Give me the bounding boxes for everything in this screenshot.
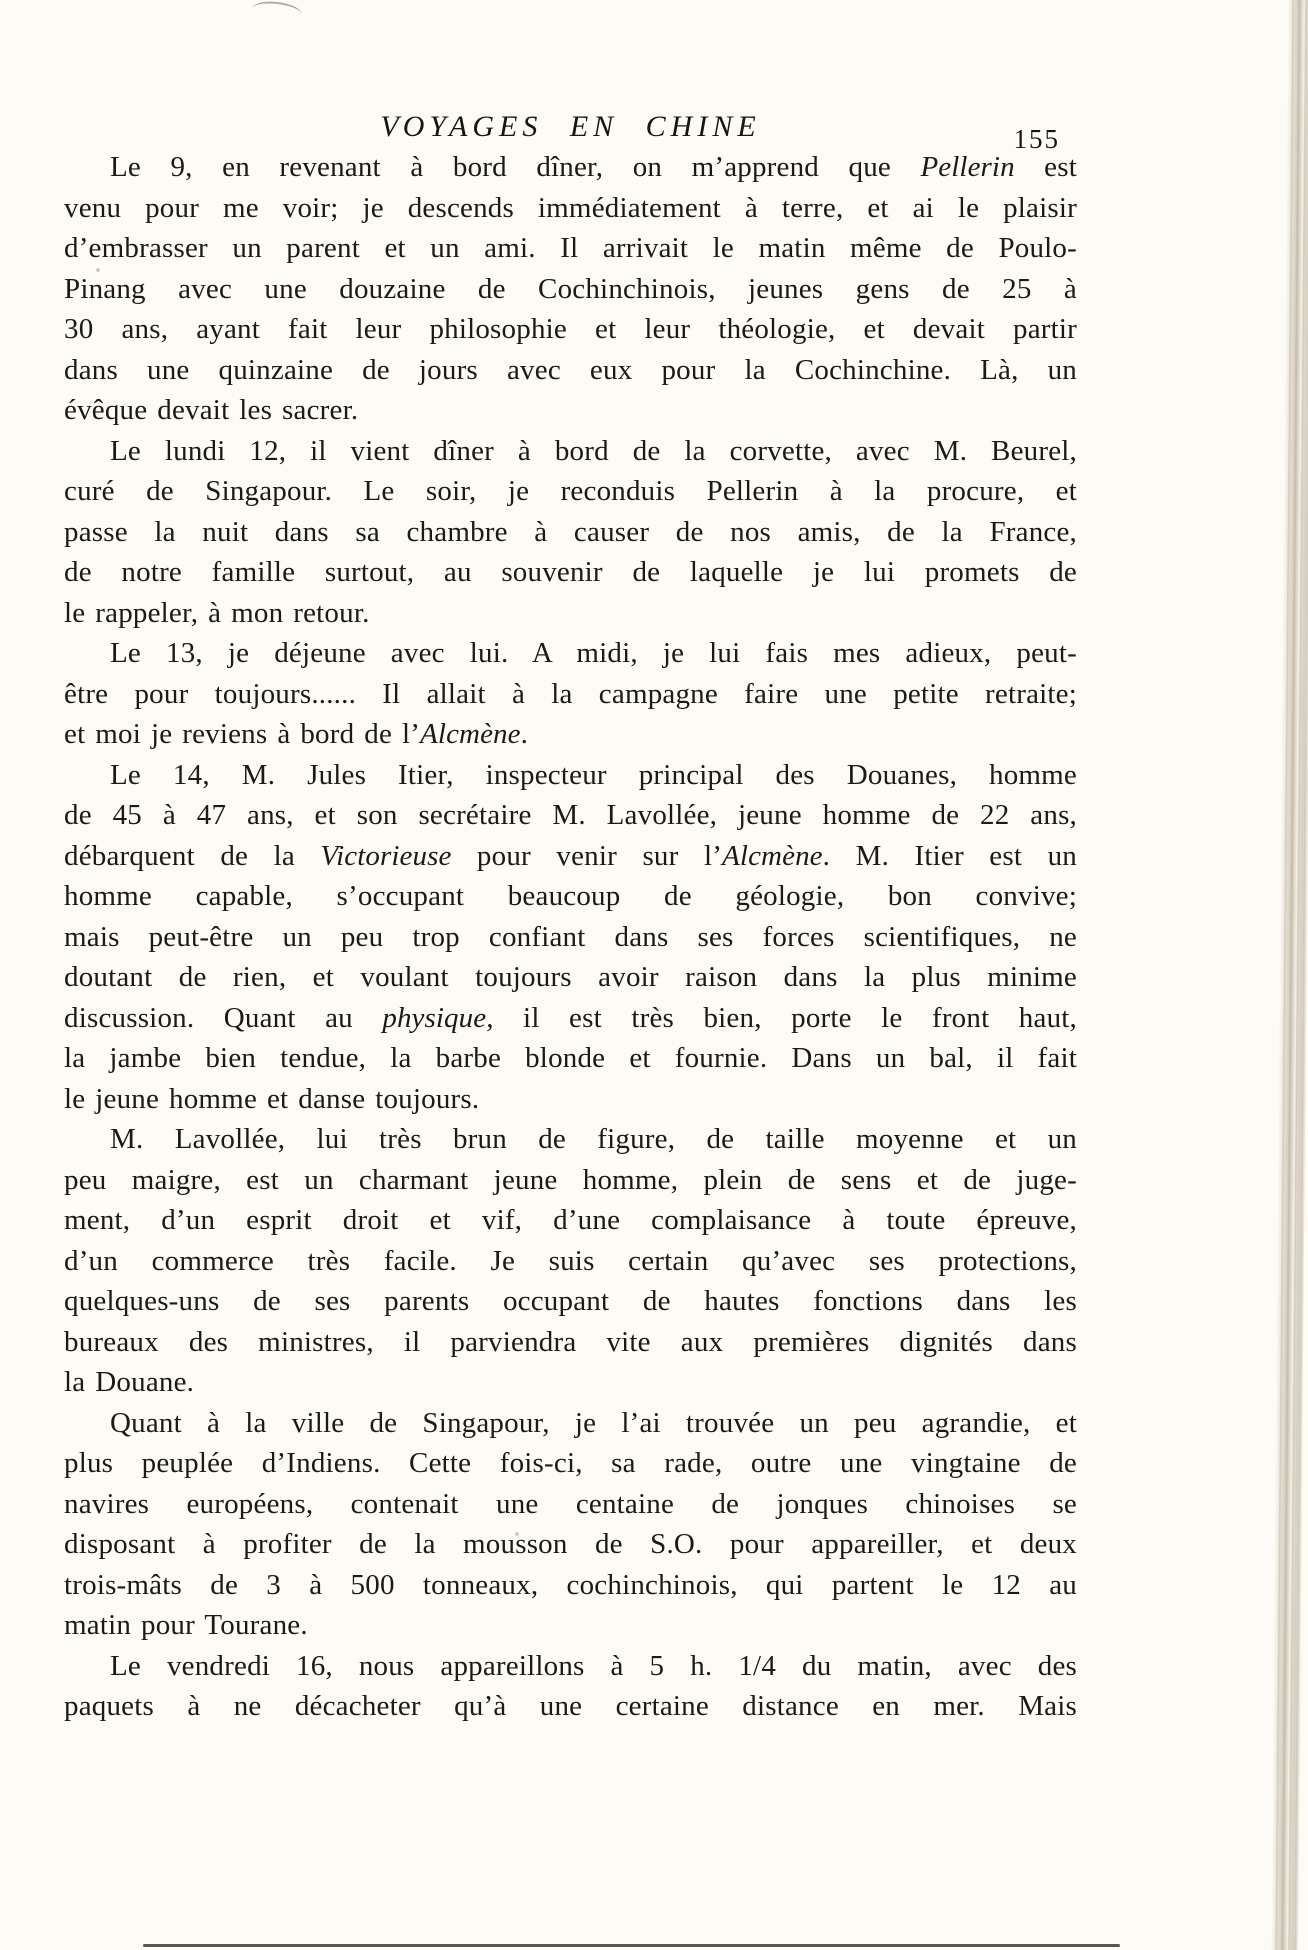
page-number: 155 — [1013, 124, 1060, 154]
text-line: Le 14, M. Jules Itier, inspecteur principal des Douanes, homme — [110, 758, 1077, 791]
text-line: bureaux des ministres, il parviendra vite aux premières dignités dans — [64, 1325, 1077, 1358]
text-line: débarquent de la Victorieuse pour venir sur l’Alcmène. M. Itier est un — [64, 839, 1078, 872]
scan-speck — [515, 1532, 519, 1536]
text-line: d’un commerce très facile. Je suis certain qu’avec ses protections, — [64, 1244, 1077, 1277]
text-line: Pinang avec une douzaine de Cochinchinois, jeunes gens de 25 à — [64, 272, 1077, 305]
text-line: M. Lavollée, lui très brun de figure, de taille moyenne et un — [110, 1123, 1077, 1155]
text-line: de 45 à 47 ans, et son secrétaire M. Lavollée, jeune homme de 22 ans, — [64, 799, 1077, 831]
scan-artifact-curve — [251, 0, 303, 24]
text-line: de notre famille surtout, au souvenir de laquelle je lui promets de — [64, 556, 1077, 588]
text-line: 30 ans, ayant fait leur philosophie et leur théologie, et devait partir — [64, 313, 1077, 345]
text-line: discussion. Quant au physique, il est très bien, porte le front haut, — [64, 1001, 1077, 1034]
text-line: quelques-uns de ses parents occupant de hautes fonctions dans les — [64, 1285, 1077, 1317]
text-line: curé de Singapour. Le soir, je reconduis Pellerin à la procure, et — [64, 475, 1077, 507]
italic-text: physique, — [382, 1001, 494, 1034]
text-line: la Douane. — [64, 1366, 195, 1398]
text-line: navires européens, contenait une centaine de jonques chinoises se — [64, 1487, 1077, 1520]
italic-text: Victorieuse — [320, 839, 452, 872]
text-column — [64, 147, 1077, 1727]
text-line: Quant à la ville de Singapour, je l’ai trouvée un peu agrandie, et — [110, 1406, 1077, 1439]
text-line: ment, d’un esprit droit et vif, d’une complaisance à toute épreuve, — [64, 1204, 1077, 1236]
scan-artifact-line — [143, 1944, 1120, 1947]
italic-text: Alcmène — [420, 718, 521, 750]
text-line: plus peuplée d’Indiens. Cette fois-ci, sa rade, outre une vingtaine de — [64, 1447, 1077, 1479]
scan-page-edge — [1271, 0, 1308, 1950]
text-line: Le 13, je déjeune avec lui. A midi, je lui fais mes adieux, peut- — [110, 637, 1077, 669]
text-line: doutant de rien, et voulant toujours avoir raison dans la plus minime — [64, 961, 1077, 993]
text-line: paquets à ne décacheter qu’à une certaine distance en mer. Mais — [64, 1690, 1077, 1722]
text-line: Le lundi 12, il vient dîner à bord de la corvette, avec M. Beurel, — [110, 434, 1077, 467]
text-line: être pour toujours...... Il allait à la campagne faire une petite retraite; — [64, 677, 1077, 710]
italic-text: Alcmène — [722, 839, 823, 872]
text-line: la jambe bien tendue, la barbe blonde et fournie. Dans un bal, il fait — [64, 1042, 1077, 1074]
text-line: Le vendredi 16, nous appareillons à 5 h. 1/4 du matin, avec des — [110, 1649, 1077, 1682]
scan-speck — [96, 268, 100, 272]
text-line: dans une quinzaine de jours avec eux pour la Cochinchine. Là, un — [64, 353, 1077, 386]
running-header-title: VOYAGES EN CHINE — [380, 110, 761, 143]
text-line: le rappeler, à mon retour. — [64, 596, 370, 629]
text-line: peu maigre, est un charmant jeune homme, plein de sens et de juge- — [64, 1163, 1077, 1196]
text-line: passe la nuit dans sa chambre à causer de nos amis, de la France, — [64, 515, 1077, 548]
text-line: mais peut-être un peu trop confiant dans ses forces scientifiques, ne — [64, 920, 1077, 953]
text-line: le jeune homme et danse toujours. — [64, 1082, 480, 1115]
text-line: disposant à profiter de la mousson de S.O. pour appareiller, et deux — [64, 1528, 1077, 1560]
text-line: venu pour me voir; je descends immédiatement à terre, et ai le plaisir — [64, 191, 1077, 224]
text-line: Le 9, en revenant à bord dîner, on m’apprend que Pellerin est — [110, 151, 1077, 183]
text-line: homme capable, s’occupant beaucoup de géologie, bon convive; — [64, 880, 1077, 912]
text-line: d’embrasser un parent et un ami. Il arrivait le matin même de Poulo- — [64, 232, 1077, 264]
text-line: trois-mâts de 3 à 500 tonneaux, cochinchinois, qui partent le 12 au — [64, 1568, 1077, 1601]
text-line: matin pour Tourane. — [64, 1609, 308, 1641]
text-line: et moi je reviens à bord de l’Alcmène. — [64, 718, 529, 750]
italic-text: Pellerin — [920, 151, 1015, 183]
text-line: évêque devait les sacrer. — [64, 394, 359, 426]
